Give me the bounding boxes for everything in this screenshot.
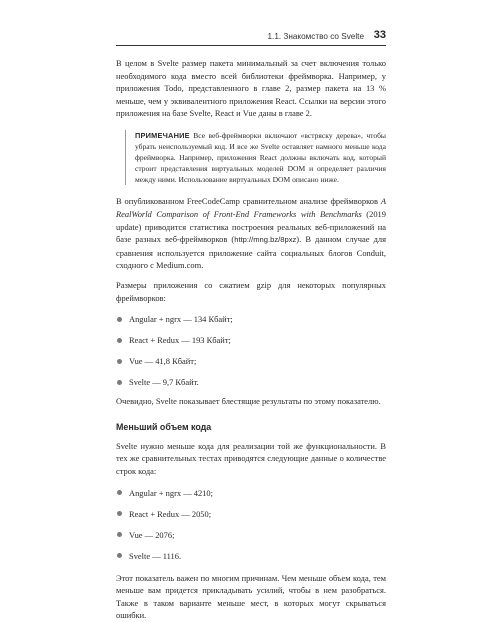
paragraph-lines-of-code: Svelte нужно меньше кода для реализации той же функциональности. В тех же сравнительных тестах приводятся следующие данные о количестве строк кода: bbox=[116, 440, 386, 476]
page-number: 33 bbox=[373, 29, 386, 41]
benchmark-text-before: В опубликованном FreeCodeCamp сравнительном анализе фреймворков bbox=[116, 196, 381, 207]
bullet-icon bbox=[117, 511, 122, 516]
bullet-icon bbox=[117, 380, 122, 385]
paragraph-conclusion: Очевидно, Svelte показывает блестящие результаты по этому показателю. bbox=[116, 396, 381, 407]
bullet-icon bbox=[117, 553, 122, 558]
list-item bbox=[116, 355, 386, 367]
paragraph-benchmark bbox=[116, 195, 386, 272]
note-label: ПРИМЕЧАНИЕ bbox=[135, 130, 190, 140]
list-item bbox=[116, 550, 386, 562]
bundle-size-list bbox=[116, 313, 386, 388]
page-body bbox=[116, 57, 386, 622]
benchmark-title: A RealWorld Comparison of Front-End Frameworks with Benchmarks bbox=[116, 196, 386, 220]
benchmark-text-middle: (2019 update) приводится статистика построения реальных веб-приложений на базе разных веб-фреймворков ( bbox=[116, 209, 386, 245]
note-box bbox=[125, 130, 386, 185]
section-title: 1.1. Знакомство со Svelte bbox=[267, 32, 364, 41]
list-item bbox=[116, 334, 386, 346]
note-paragraph bbox=[135, 130, 386, 185]
bullet-icon bbox=[117, 317, 122, 322]
list-item-text: Angular + ngrx — 4210; bbox=[129, 487, 213, 498]
list-item-text: Vue — 41,8 Кбайт; bbox=[129, 356, 197, 367]
list-item bbox=[116, 313, 386, 325]
list-item-text: React + Redux — 2050; bbox=[129, 508, 212, 519]
section-heading: Меньший объем кода bbox=[116, 421, 212, 432]
running-header bbox=[116, 31, 386, 46]
list-item-text: Vue — 2076; bbox=[129, 529, 175, 540]
list-item bbox=[116, 487, 386, 499]
benchmark-link[interactable]: http://mng.bz/8pxz bbox=[234, 235, 297, 245]
paragraph-gzip-intro: Размеры приложения со сжатием gzip для некоторых популярных фреймворков: bbox=[116, 280, 386, 303]
bullet-icon bbox=[117, 359, 122, 364]
list-item bbox=[116, 376, 386, 388]
lines-of-code-list bbox=[116, 487, 386, 562]
list-item bbox=[116, 529, 386, 541]
paragraph-bundle-size: В целом в Svelte размер пакета минимальный за счет включения только необходимого кода вместо всей библиотеки фреймворка. Например, у приложения Todo, представленного в главе 2, размер пакета на 13 % меньше, чем у эквивалентного приложения React. Ссылки на версии этого приложения на базе Svelte, React и Vue даны в главе 2. bbox=[116, 58, 386, 119]
list-item bbox=[116, 508, 386, 520]
benchmark-text-after: ). В данном случае для сравнения используется приложение сайта социальных блогов Conduit, сходного с Medium.com. bbox=[116, 234, 386, 271]
list-item-text: Angular + ngrx — 134 Кбайт; bbox=[129, 314, 233, 325]
bullet-icon bbox=[117, 532, 122, 537]
bullet-icon bbox=[117, 338, 122, 343]
note-text: Все веб-фреймворки включают «встряску дерева», чтобы убрать неиспользуемый код. И все же Svelte оставляет намного меньше кода фреймворка. Например, приложения React должны включать код, который строит представления виртуальных моделей DOM и определяет различия между ними. Использование виртуальных DOM описано ниже. bbox=[135, 130, 387, 185]
list-item-text: Svelte — 1116. bbox=[129, 550, 182, 561]
list-item-text: Svelte — 9,7 Кбайт. bbox=[129, 377, 199, 388]
paragraph-importance: Этот показатель важен по многим причинам. Чем меньше объем кода, тем меньше вам придется прикладывать усилий, чтобы в нем разобраться. Также в таком варианте меньше мест, в которых могут скрываться ошибки. bbox=[116, 572, 386, 621]
list-item-text: React + Redux — 193 Кбайт; bbox=[129, 335, 231, 346]
bullet-icon bbox=[117, 490, 122, 495]
